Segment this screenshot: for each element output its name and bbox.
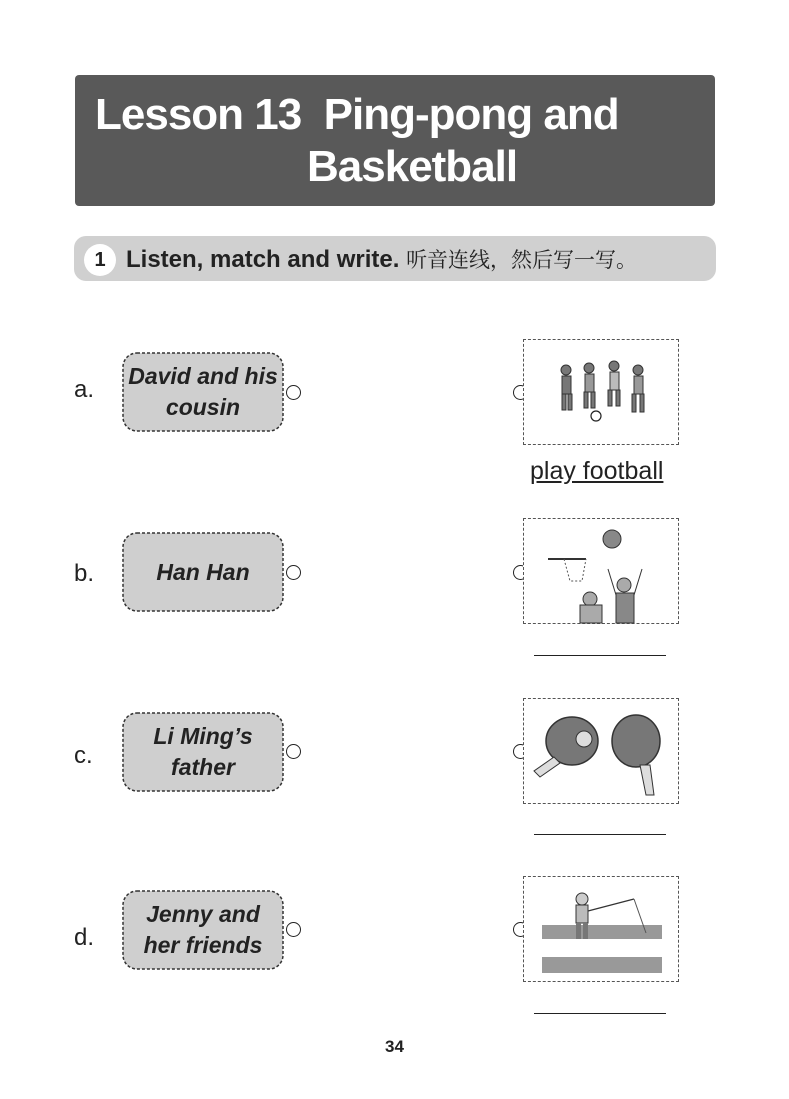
kids-playing-football-icon [524,340,678,444]
row-letter-c: c. [74,742,93,769]
name-tag-c-text [120,710,286,794]
picture-football [523,339,679,445]
name-tag-a [120,350,286,434]
name-tag-a-text [120,350,286,434]
kids-playing-basketball-icon [524,519,678,625]
name-line: her friends [143,932,263,958]
match-dot-left-c[interactable] [286,744,301,759]
name-tag-b-text [120,530,286,614]
name-tag-d-text [120,888,286,972]
name-tag-d [120,888,286,972]
name-line: Jenny and [146,901,260,927]
answer-blank-c[interactable] [534,834,666,835]
name-line: father [171,754,235,780]
ping-pong-paddles-icon [524,699,678,803]
instruction-chinese: 听音连线，然后写一写。 [406,248,638,272]
picture-ping-pong [523,698,679,804]
lesson-title-line2: Basketball [307,142,518,191]
lesson-title-line1: Lesson 13 Ping-pong and [95,90,619,139]
row-letter-a: a. [74,376,95,403]
picture-basketball [523,518,679,624]
name-tag-b [120,530,286,614]
boy-fishing-icon [524,877,678,983]
name-line: David and his [128,363,278,389]
page-number: 34 [385,1037,404,1056]
name-tag-c [120,710,286,794]
match-dot-left-b[interactable] [286,565,301,580]
row-letter-b: b. [74,560,95,587]
instruction-english: Listen, match and write. [126,246,400,273]
name-line: cousin [165,394,241,420]
row-letter-d: d. [74,924,95,951]
section-number: 1 [84,244,116,276]
answer-blank-b[interactable] [534,655,666,656]
answer-blank-d[interactable] [534,1013,666,1014]
name-line: Li Ming’s [153,723,253,749]
section-instruction [126,244,637,274]
match-dot-left-a[interactable] [286,385,301,400]
name-line: Han Han [156,558,250,585]
match-dot-left-d[interactable] [286,922,301,937]
answer-a: play football [530,457,664,485]
picture-fishing [523,876,679,982]
